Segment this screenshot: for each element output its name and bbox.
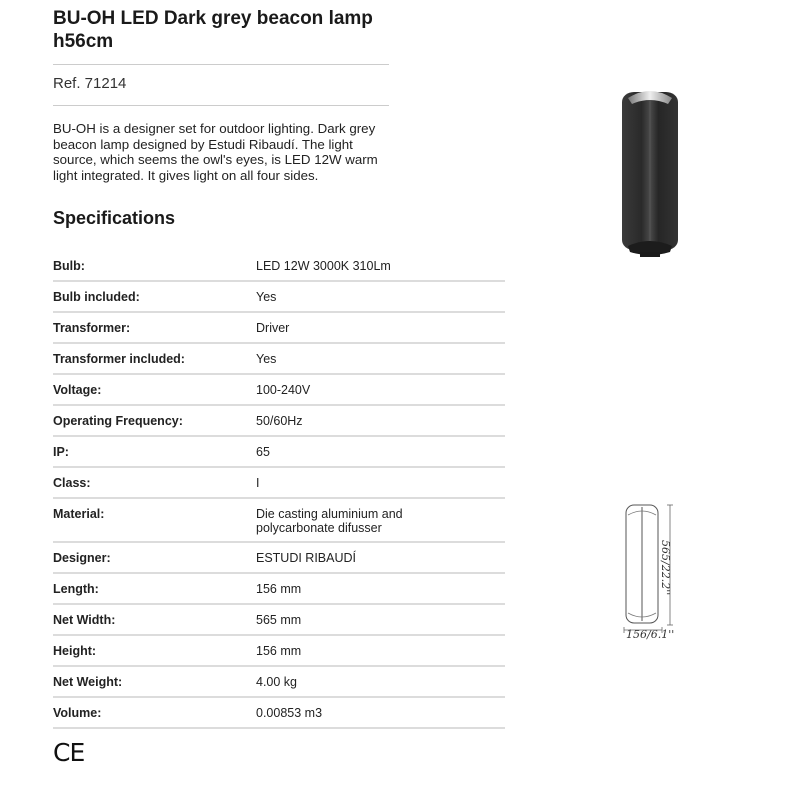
spec-row-transformer xyxy=(53,313,505,344)
specifications-table xyxy=(53,251,505,729)
title-divider xyxy=(53,64,389,65)
spec-row-net-weight xyxy=(53,667,505,698)
product-image xyxy=(620,86,680,266)
spec-value: 156 mm xyxy=(256,644,302,658)
width-dimension-label: 156/6.1'' xyxy=(626,628,675,641)
spec-label: Net Width: xyxy=(53,613,116,627)
spec-label: IP: xyxy=(53,445,69,459)
spec-row-designer xyxy=(53,543,505,574)
spec-label: Length: xyxy=(53,582,99,596)
spec-row-voltage xyxy=(53,375,505,406)
product-title: BU-OH LED Dark grey beacon lamp h56cm xyxy=(53,8,373,52)
spec-row-volume xyxy=(53,698,505,729)
spec-value: Yes xyxy=(256,290,277,304)
spec-label: Class: xyxy=(53,476,91,490)
specifications-heading: Specifications xyxy=(53,208,176,228)
reference-divider xyxy=(53,105,389,106)
product-description: BU-OH is a designer set for outdoor lighting. Dark grey beacon lamp designed by Estudi Ribaudí. The light source, which seems the owl's eyes, is LED 12W warm light integrated. It gives light on all four sides. xyxy=(53,121,378,183)
spec-label: Bulb: xyxy=(53,259,85,273)
spec-row-net-width xyxy=(53,605,505,636)
spec-label: Transformer included: xyxy=(53,352,185,366)
spec-value: 4.00 kg xyxy=(256,675,298,689)
spec-value: 565 mm xyxy=(256,613,302,627)
spec-value: 156 mm xyxy=(256,582,302,596)
spec-row-ip xyxy=(53,437,505,468)
spec-label: Material: xyxy=(53,507,105,521)
spec-label: Operating Frequency: xyxy=(53,414,183,428)
spec-value: LED 12W 3000K 310Lm xyxy=(256,259,391,273)
spec-row-length xyxy=(53,574,505,605)
ce-mark-icon: CE xyxy=(53,738,85,767)
spec-value: 0.00853 m3 xyxy=(256,706,323,720)
spec-row-transformer-included xyxy=(53,344,505,375)
spec-value: Driver xyxy=(256,321,290,335)
spec-row-material xyxy=(53,499,505,543)
spec-label: Net Weight: xyxy=(53,675,123,689)
spec-row-bulb xyxy=(53,251,505,282)
spec-label: Transformer: xyxy=(53,321,131,335)
spec-value: ESTUDI RIBAUDÍ xyxy=(256,551,357,565)
spec-row-bulb-included xyxy=(53,282,505,313)
spec-value: Yes xyxy=(256,352,277,366)
spec-label: Bulb included: xyxy=(53,290,140,304)
spec-row-operating-frequency xyxy=(53,406,505,437)
spec-value: 65 xyxy=(256,445,270,459)
spec-row-class xyxy=(53,468,505,499)
product-reference: Ref. 71214 xyxy=(53,75,127,92)
spec-row-height xyxy=(53,636,505,667)
spec-value: 50/60Hz xyxy=(256,414,303,428)
spec-value: 100-240V xyxy=(256,383,311,397)
spec-value: I xyxy=(256,476,260,490)
spec-label: Volume: xyxy=(53,706,102,720)
spec-label: Height: xyxy=(53,644,97,658)
spec-value: Die casting aluminium and polycarbonate difusser xyxy=(256,507,403,535)
spec-label: Voltage: xyxy=(53,383,102,397)
spec-label: Designer: xyxy=(53,551,111,565)
height-dimension-label: 565/22.2'' xyxy=(659,540,672,596)
